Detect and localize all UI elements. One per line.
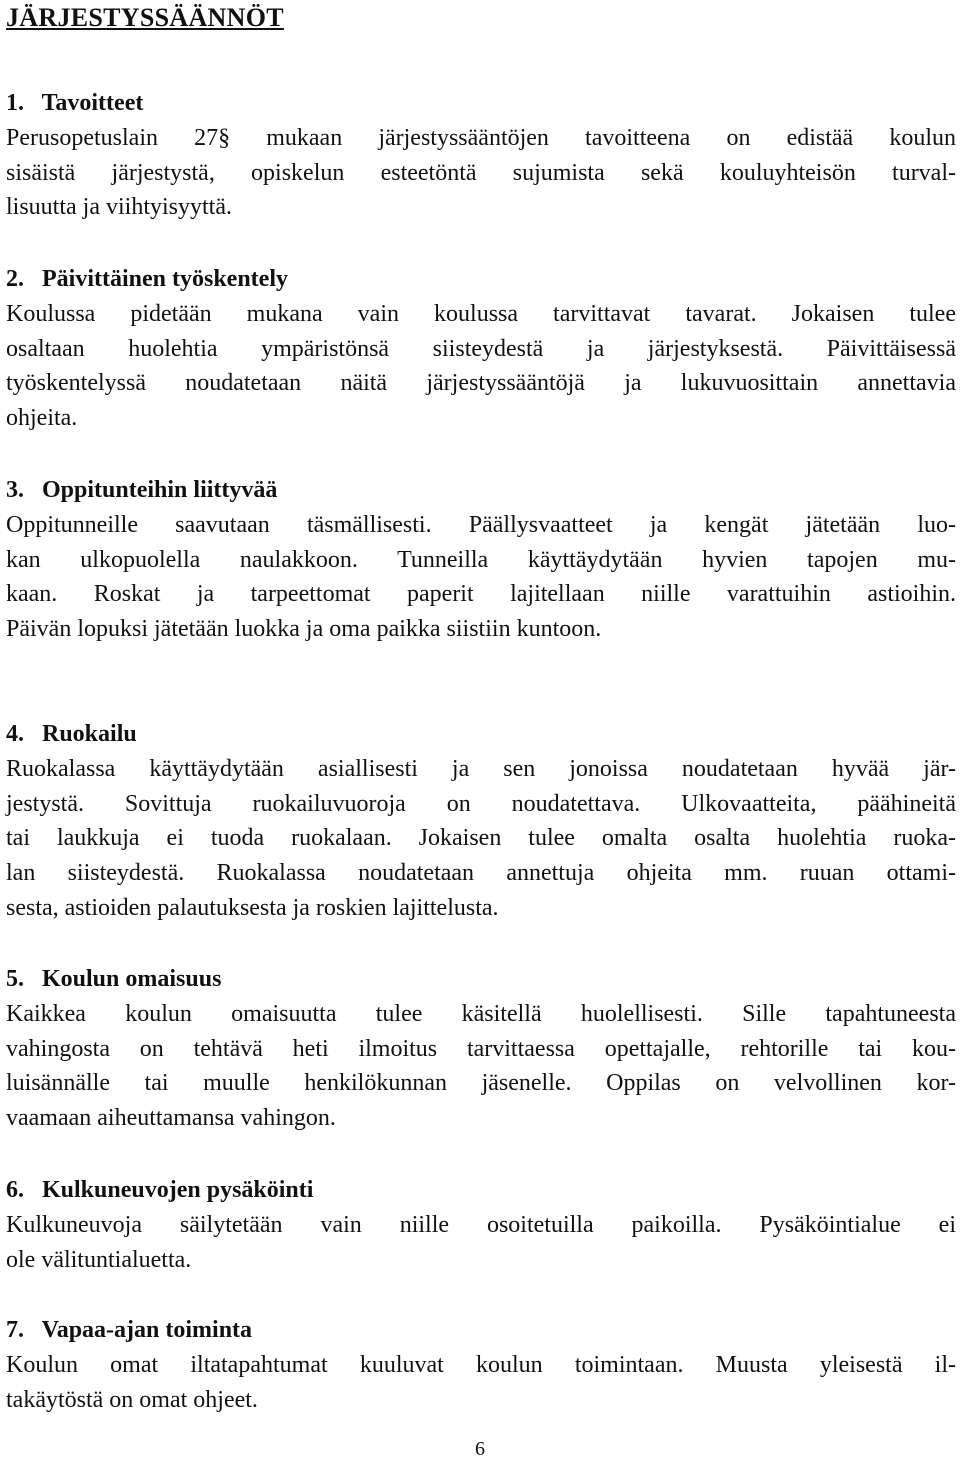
section-title: Koulun omaisuus [42, 966, 222, 992]
paragraph-line: vaamaan aiheuttamansa vahingon. [6, 1105, 336, 1132]
section-number: 1. [6, 90, 24, 116]
paragraph-line: kan ulkopuolella naulakkoon. Tunneilla käyttäydytään hyvien tapojen mu- [6, 546, 956, 573]
section-heading [6, 473, 956, 508]
section-number: 4. [6, 721, 24, 747]
section-title: Päivittäinen työskentely [42, 266, 288, 292]
section-paivittainen-tyoskentely [6, 262, 956, 436]
section-koulun-omaisuus [6, 962, 956, 1136]
paragraph-line: Oppitunneille saavutaan täsmällisesti. Päällysvaatteet ja kengät jätetään luo- [6, 512, 956, 538]
section-heading [6, 1173, 956, 1208]
paragraph-line: jestystä. Sovittuja ruokailuvuoroja on noudatettava. Ulkovaatteita, päähineitä [6, 790, 956, 817]
section-ruokailu [6, 717, 956, 926]
section-number: 5. [6, 966, 24, 992]
paragraph-line: osaltaan huolehtia ympäristönsä siisteydestä ja järjestyksestä. Päivittäisessä [6, 335, 956, 362]
paragraph-line: Koulussa pidetään mukana vain koulussa tarvittavat tavarat. Jokaisen tulee [6, 301, 956, 327]
paragraph-line: ole välituntialuetta. [6, 1246, 192, 1273]
paragraph-line: vahingosta on tehtävä heti ilmoitus tarvittaessa opettajalle, rehtorille tai kou- [6, 1035, 956, 1062]
document-title: JÄRJESTYSSÄÄNNÖT [6, 3, 284, 32]
paragraph-line: Perusopetuslain 27§ mukaan järjestyssääntöjen tavoitteena on edistää koulun [6, 125, 956, 151]
paragraph-line: Päivän lopuksi jätetään luokka ja oma paikka siistiin kuntoon. [6, 616, 602, 643]
paragraph-line: lan siisteydestä. Ruokalassa noudatetaan annettuja ohjeita mm. ruuan ottami- [6, 860, 956, 887]
paragraph-line: Kulkuneuvoja säilytetään vain niille osoitetuilla paikoilla. Pysäköintialue ei [6, 1212, 956, 1238]
paragraph-line: luisännälle tai muulle henkilökunnan jäsenelle. Oppilas on velvollinen kor- [6, 1070, 956, 1097]
paragraph-line: lisuutta ja viihtyisyyttä. [6, 194, 232, 221]
paragraph-line: ohjeita. [6, 405, 78, 432]
section-heading [6, 86, 956, 121]
section-number: 2. [6, 266, 24, 292]
paragraph-line: kaan. Roskat ja tarpeettomat paperit lajitellaan niille varattuihin astioihin. [6, 581, 956, 608]
paragraph-line: Kaikkea koulun omaisuutta tulee käsitellä huolellisesti. Sille tapahtuneesta [6, 1001, 956, 1027]
section-heading [6, 262, 956, 297]
section-title: Oppitunteihin liittyvää [42, 477, 278, 503]
section-title: Ruokailu [42, 721, 137, 747]
section-number: 3. [6, 477, 24, 503]
section-title: Kulkuneuvojen pysäköinti [42, 1177, 314, 1203]
page-number: 6 [475, 1438, 485, 1460]
paragraph-line: sisäistä järjestystä, opiskelun esteetöntä sujumista sekä kouluyhteisön turval- [6, 159, 956, 186]
paragraph-line: Ruokalassa käyttäydytään asiallisesti ja sen jonoissa noudatetaan hyvää jär- [6, 756, 956, 782]
section-number: 6. [6, 1177, 24, 1203]
section-title: Tavoitteet [41, 90, 144, 116]
section-heading [6, 1313, 956, 1348]
section-vapaa-ajan-toiminta [6, 1313, 956, 1417]
section-heading [6, 717, 956, 752]
paragraph-line: sesta, astioiden palautuksesta ja roskien lajittelusta. [6, 894, 499, 921]
paragraph-line: tai laukkuja ei tuoda ruokalaan. Jokaisen tulee omalta osalta huolehtia ruoka- [6, 825, 956, 852]
section-kulkuneuvojen-pysakointi [6, 1173, 956, 1277]
paragraph-line: työskentelyssä noudatetaan näitä järjestyssääntöjä ja lukuvuosittain annettavia [6, 370, 956, 397]
section-title: Vapaa-ajan toiminta [41, 1317, 253, 1343]
paragraph-line: takäytöstä on omat ohjeet. [6, 1386, 258, 1413]
paragraph-line: Koulun omat iltatapahtumat kuuluvat koulun toimintaan. Muusta yleisestä il- [6, 1352, 956, 1378]
section-heading [6, 962, 956, 997]
section-number: 7. [6, 1317, 24, 1343]
section-tavoitteet [6, 86, 956, 225]
section-oppitunteihin-liittyvaa [6, 473, 956, 647]
